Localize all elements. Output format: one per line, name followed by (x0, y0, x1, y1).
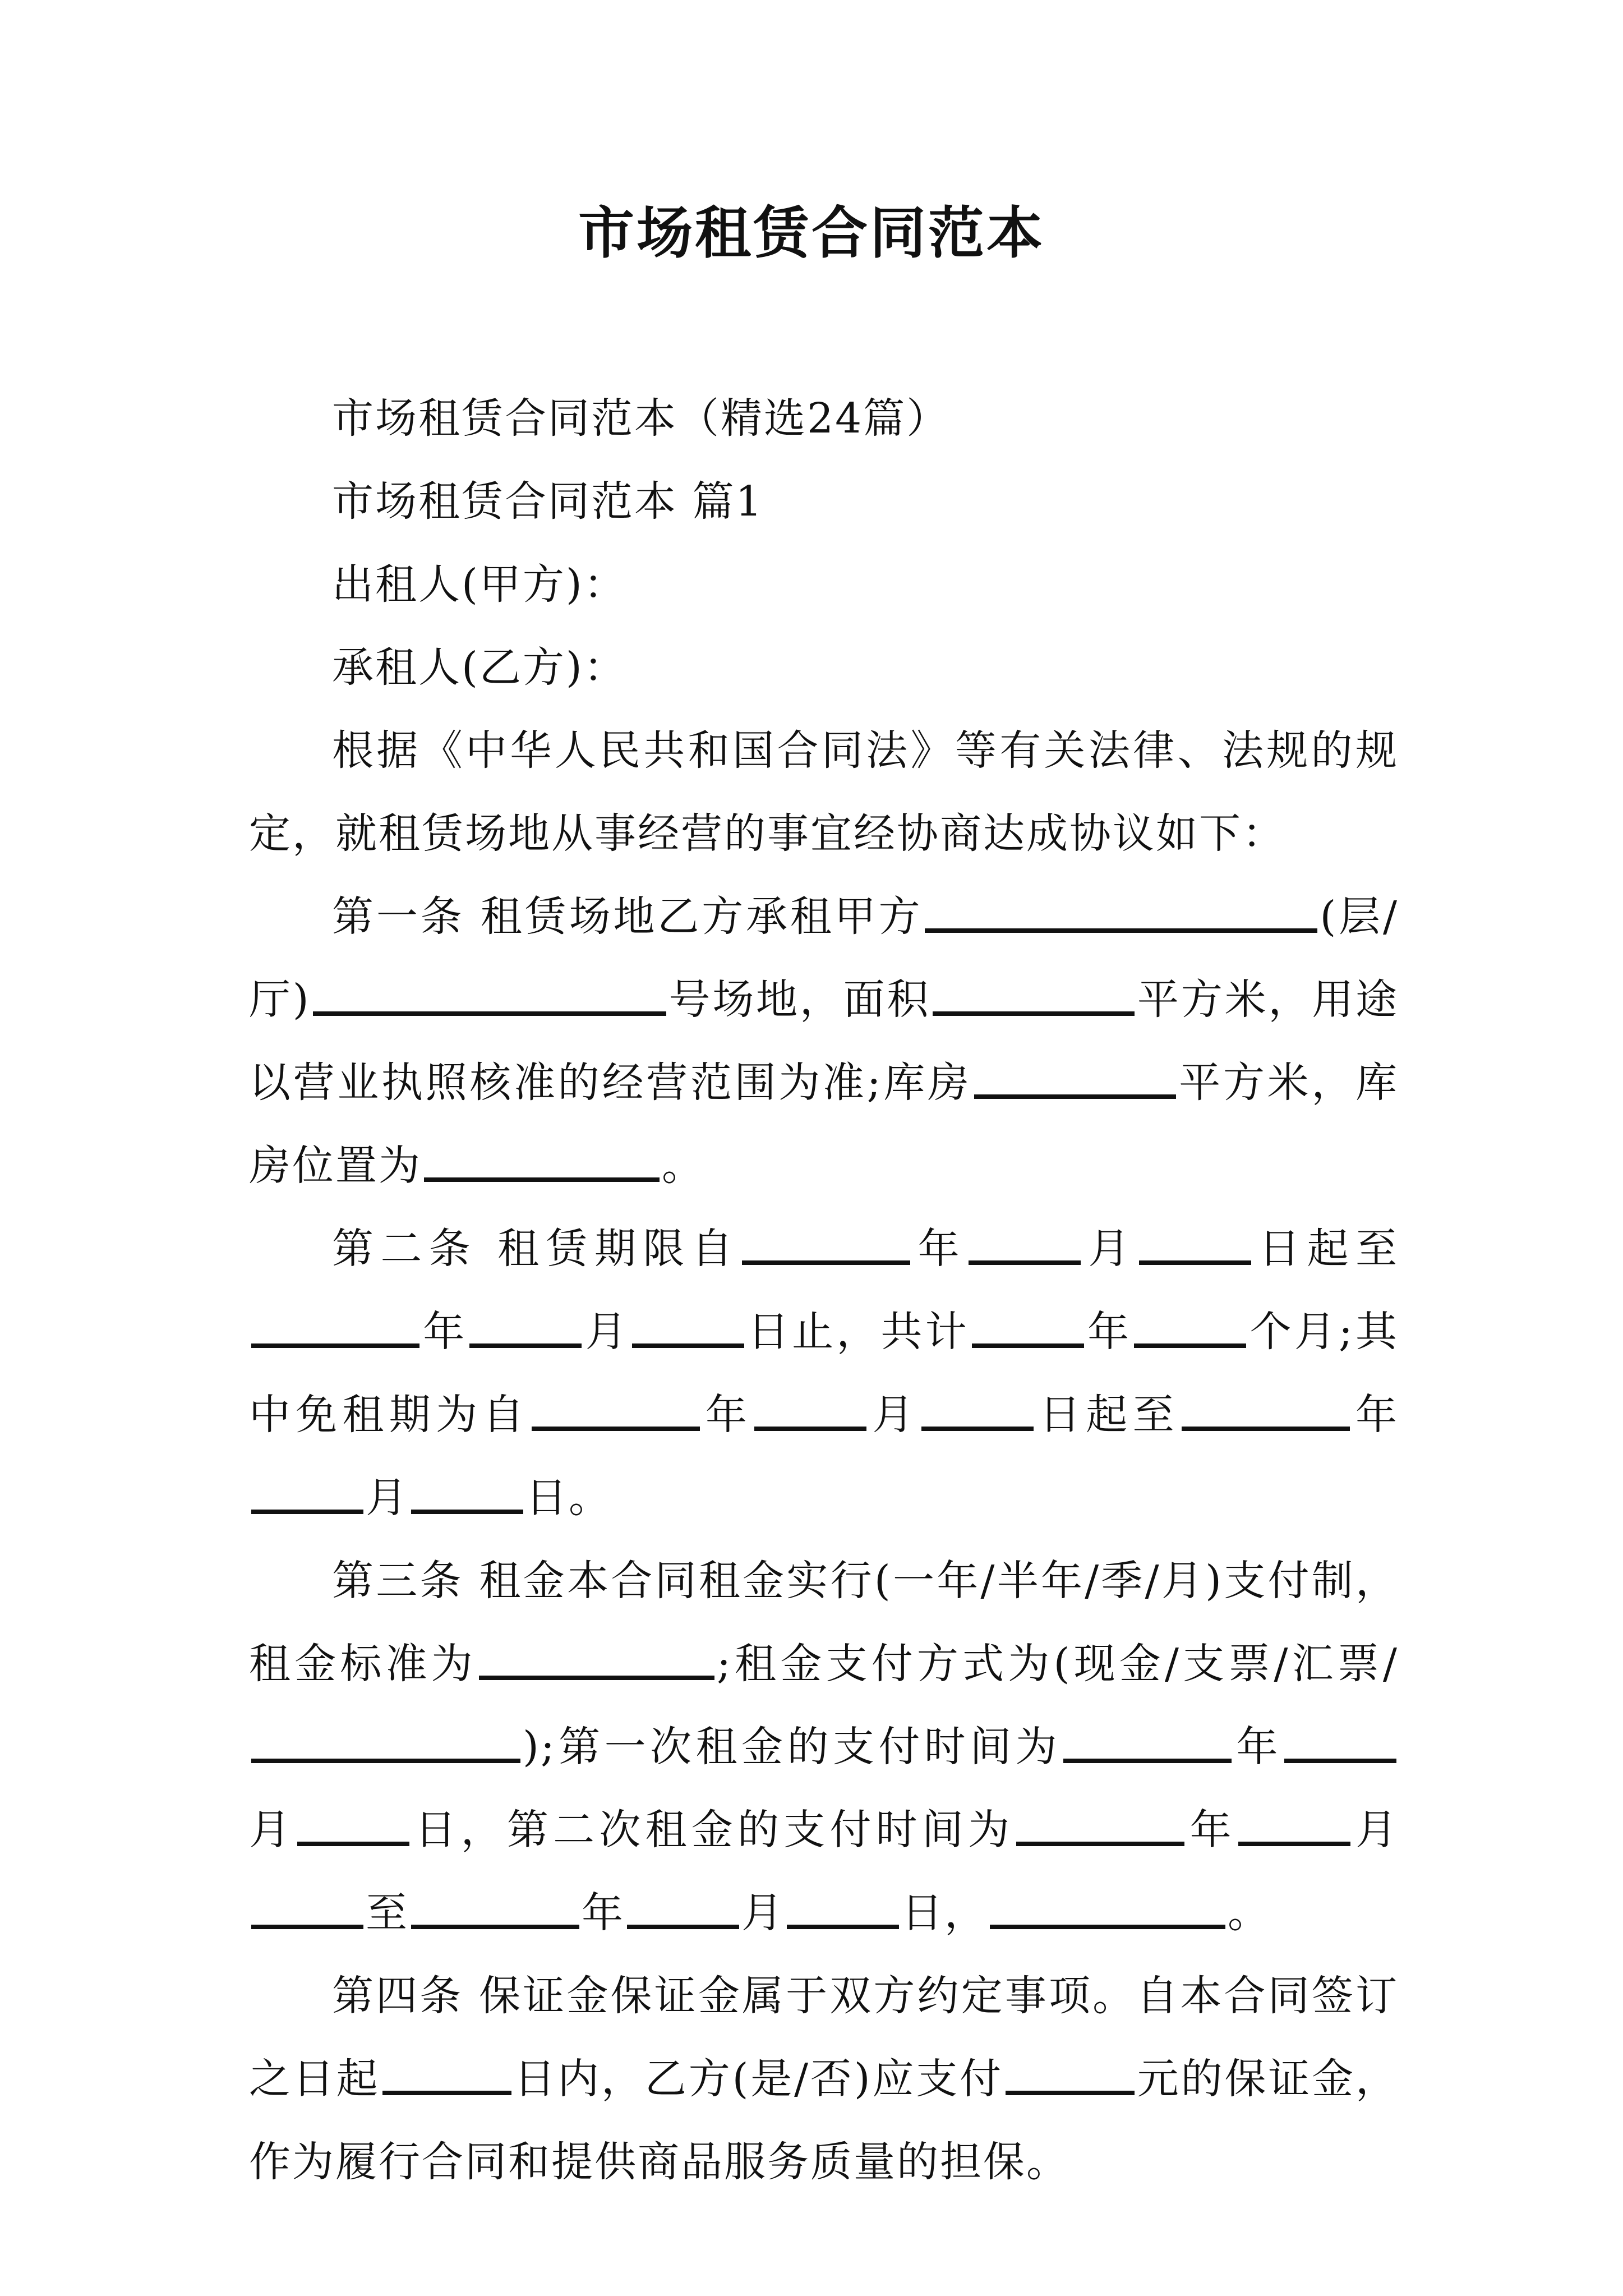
article-2-text: 日起至 (1253, 1225, 1399, 1273)
article-3-text: 年 (1234, 1723, 1282, 1771)
article-4-text: 日内，乙方(是/否)应支付 (513, 2055, 1003, 2103)
article-3 (249, 1539, 1399, 1954)
article-3-text: 年 (1187, 1806, 1236, 1854)
blank-field (382, 2057, 511, 2095)
blank-field (411, 1891, 579, 1929)
blank-field (1238, 1808, 1350, 1846)
blank-field (632, 1310, 744, 1348)
article-3-text: 月 (741, 1889, 785, 1937)
article-2-text: 月 (869, 1391, 919, 1439)
article-4-text: 元的保证金，作为履行合同和提供商品服务质量的担保。 (249, 2055, 1399, 2186)
party-a-line: 出租人(甲方)： (332, 560, 627, 609)
article-2-text: 年 (702, 1391, 753, 1439)
blank-field (925, 895, 1317, 933)
article-3-text: 第三条 租金本合同租金实行(一年/半年/季/月)支付制，租金标准为 (249, 1557, 1399, 1688)
article-2-text: 年 (1086, 1308, 1132, 1356)
blank-field (754, 1393, 866, 1431)
article-2-text: 年 (1352, 1391, 1399, 1439)
party-b-line: 承租人(乙方)： (332, 643, 627, 692)
blank-field (532, 1393, 700, 1431)
blank-field (1134, 1310, 1246, 1348)
article-3-text: ;租金支付方式为(现金/支票/汇票/ (717, 1640, 1399, 1688)
article-2-text: 日。 (525, 1474, 612, 1522)
article-2-text: 日起至 (1035, 1391, 1179, 1439)
article-2-text: 年 (422, 1308, 468, 1356)
article-3-text: 月 (249, 1806, 296, 1854)
blank-field (251, 1476, 363, 1514)
blank-field (251, 1725, 520, 1763)
blank-field (921, 1393, 1034, 1431)
article-1-text: 第一条 租赁场地乙方承租甲方 (332, 892, 923, 941)
blank-field (424, 1144, 660, 1182)
blank-field (479, 1642, 714, 1680)
article-1-text: 。 (662, 1142, 705, 1190)
article-2-text: 年 (912, 1225, 966, 1273)
document-title: 市场租赁合同范本 (578, 200, 1045, 266)
blank-field (251, 1310, 419, 1348)
blank-field (933, 978, 1135, 1016)
article-2-text: 第二条 租赁期限自 (332, 1225, 740, 1273)
blank-field (974, 1061, 1176, 1099)
blank-field (627, 1891, 739, 1929)
blank-field (969, 1227, 1081, 1265)
article-3-text: 月 (1352, 1806, 1399, 1854)
blank-field (742, 1227, 910, 1265)
blank-field (1063, 1725, 1232, 1763)
article-1-text: 平方米，用途以营业执照核准的经营范围为准;库房 (249, 976, 1399, 1107)
article-3-text: );第一次租金的支付时间为 (523, 1723, 1062, 1771)
article-4 (249, 1954, 1399, 2203)
article-2-text: 月 (584, 1308, 630, 1356)
article-2 (249, 1207, 1399, 1539)
blank-field (1284, 1725, 1396, 1763)
article-2-text: 个月;其中免租期为自 (249, 1308, 1399, 1439)
blank-field (972, 1310, 1084, 1348)
article-2-text: 日止，共计 (746, 1308, 970, 1356)
blank-field (1182, 1393, 1350, 1431)
section-heading: 市场租赁合同范本 篇1 (332, 477, 764, 526)
article-3-text: 。 (1228, 1889, 1271, 1937)
article-2-text: 月 (1082, 1225, 1137, 1273)
article-1-text: 平方米，库房位置为 (249, 1059, 1399, 1190)
subtitle: 市场租赁合同范本（精选24篇） (332, 394, 950, 443)
article-4-text: 第四条 保证金保证金属于双方约定事项。自本合同签订之日起 (249, 1972, 1399, 2103)
blank-field (787, 1891, 899, 1929)
blank-field (1006, 2057, 1135, 2095)
article-3-text: 日，第二次租金的支付时间为 (412, 1806, 1015, 1854)
document-body (249, 377, 1399, 2203)
article-3-text: 至 (366, 1889, 409, 1937)
blank-field (990, 1891, 1225, 1929)
blank-field (251, 1891, 363, 1929)
article-3-text: 日， (901, 1889, 988, 1937)
article-1-text: (层/厅) (249, 892, 1399, 1024)
blank-field (297, 1808, 409, 1846)
blank-field (1139, 1227, 1251, 1265)
blank-field (313, 978, 666, 1016)
intro-paragraph: 根据《中华人民共和国合同法》等有关法律、法规的规定，就租赁场地从事经营的事宜经协商达成协议如下： (249, 726, 1399, 858)
article-1-text: 号场地，面积 (668, 976, 931, 1024)
article-3-text: 年 (582, 1889, 625, 1937)
article-2-text: 月 (366, 1474, 409, 1522)
article-1 (249, 875, 1399, 1207)
blank-field (411, 1476, 523, 1514)
blank-field (469, 1310, 582, 1348)
blank-field (1016, 1808, 1184, 1846)
